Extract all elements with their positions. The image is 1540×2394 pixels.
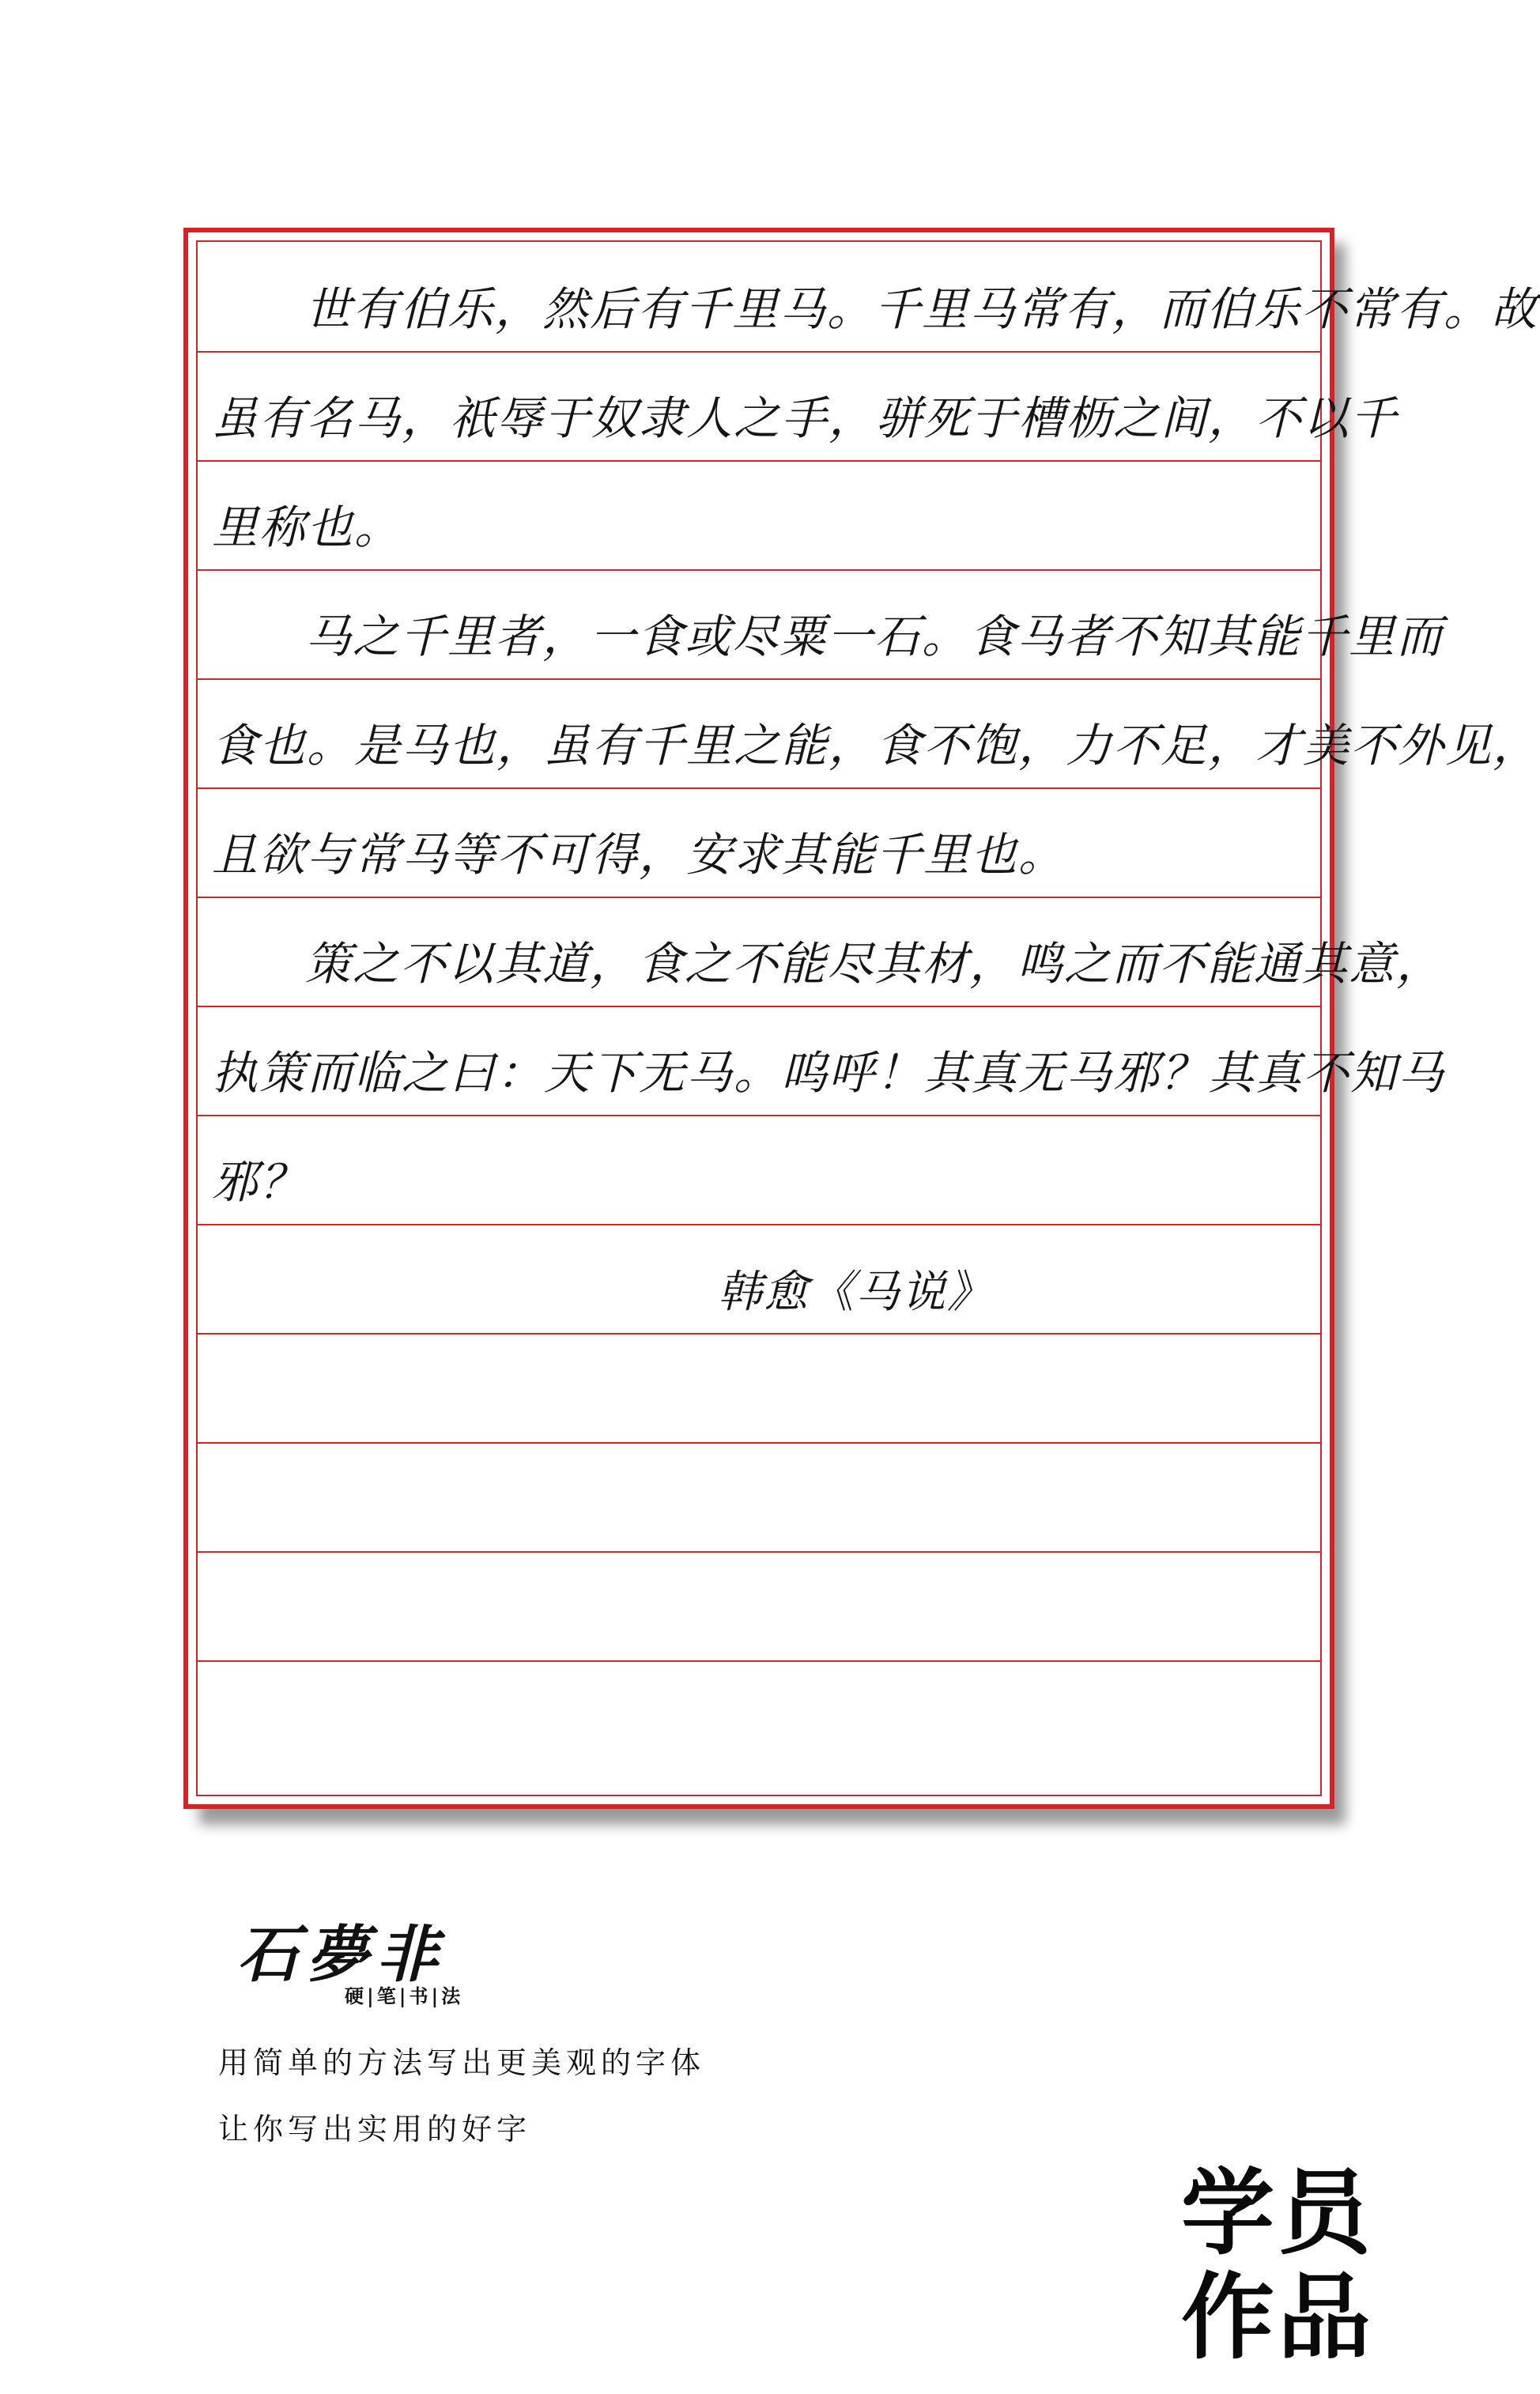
- handwriting-sheet: [183, 228, 1540, 1809]
- ruled-paper: [196, 240, 1540, 1796]
- handwriting-line: 世有伯乐，然后有千里马。千里马常有，而伯乐不常有。故: [305, 282, 1539, 336]
- handwriting-line: 策之不以其道，食之不能尽其材，鸣之而不能通其意，: [305, 937, 1444, 991]
- brand-subtitle: 硬|笔|书|法: [345, 1984, 464, 2007]
- author-signature: 韩愈《马说》: [718, 1267, 993, 1318]
- ruled-line: [198, 1333, 1320, 1335]
- handwriting-line: 且欲与常马等不可得，安求其能千里也。: [212, 828, 1066, 882]
- handwriting-line: 邪？: [212, 1155, 308, 1209]
- ruled-line: [198, 1442, 1320, 1444]
- ruled-line: [198, 1660, 1320, 1662]
- handwriting-line: 执策而临之曰：天下无马。呜呼！其真无马邪？其真不知马: [212, 1046, 1446, 1100]
- handwriting-line: 虽有名马，祇辱于奴隶人之手，骈死于槽枥之间，不以千: [212, 391, 1398, 445]
- slogan-line-1: 用简单的方法写出更美观的字体: [218, 2045, 706, 2080]
- handwriting-line: 马之千里者，一食或尽粟一石。食马者不知其能千里而: [305, 610, 1444, 663]
- slogan-line-2: 让你写出实用的好字: [218, 2112, 532, 2147]
- student-work-badge-line-1: 学员: [1181, 2158, 1375, 2268]
- handwriting-line: 食也。是马也，虽有千里之能，食不饱，力不足，才美不外见，: [212, 719, 1540, 772]
- handwriting-line: 里称也。: [212, 500, 402, 554]
- ruled-line: [198, 1551, 1320, 1553]
- student-work-badge-line-2: 作品: [1181, 2263, 1375, 2372]
- brand-logo: 石夢非: [237, 1919, 447, 1991]
